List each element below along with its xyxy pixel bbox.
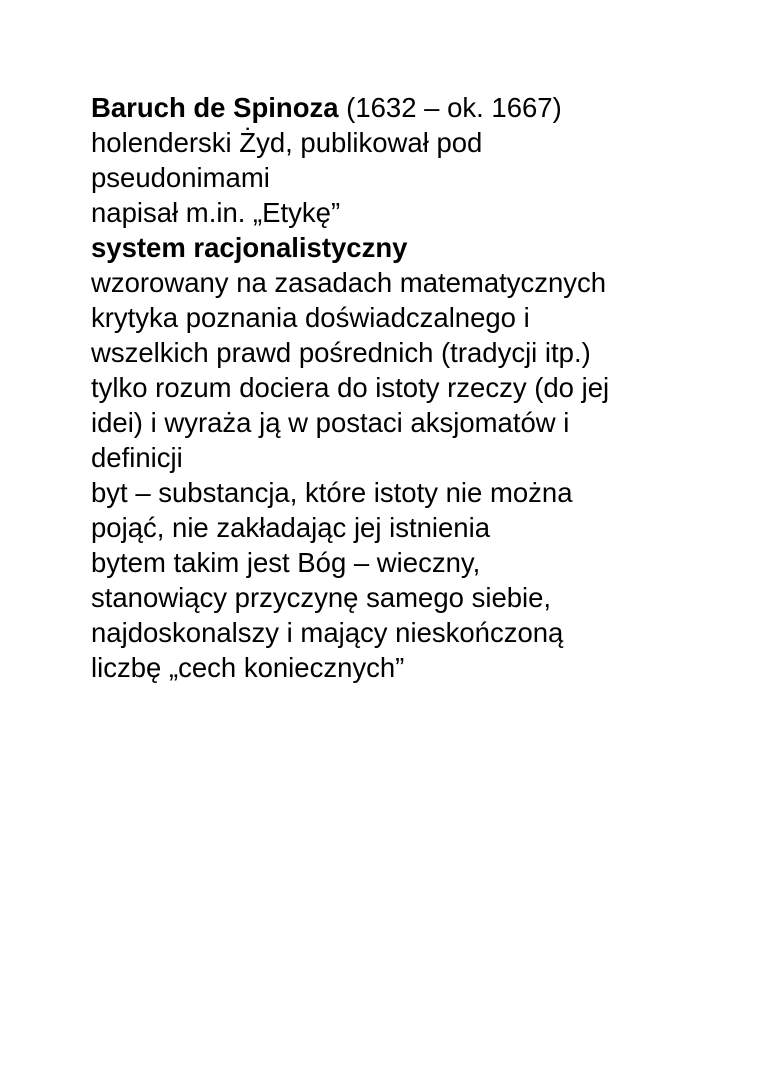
body-line: najdoskonalszy i mający nieskończoną — [91, 617, 564, 648]
body-line: liczbę „cech koniecznych” — [91, 652, 405, 683]
author-name: Baruch de Spinoza — [91, 92, 339, 123]
text-block — [91, 90, 711, 685]
body-line: byt – substancja, które istoty nie można — [91, 477, 573, 508]
intro-line: napisał m.in. „Etykę” — [91, 197, 341, 228]
body-line: bytem takim jest Bóg – wieczny, — [91, 547, 481, 578]
title-line — [91, 90, 711, 125]
body-line: idei) i wyraża ją w postaci aksjomatów i — [91, 407, 570, 438]
body-line: krytyka poznania doświadczalnego i — [91, 302, 530, 333]
body-line: pojąć, nie zakładając jej istnienia — [91, 512, 490, 543]
body-line: tylko rozum dociera do istoty rzeczy (do jej — [91, 372, 610, 403]
section-heading: system racjonalistyczny — [91, 232, 408, 263]
author-dates: (1632 – ok. 1667) — [338, 92, 562, 123]
body-line: wzorowany na zasadach matematycznych — [91, 267, 607, 298]
intro-line: pseudonimami — [91, 162, 270, 193]
body-line: wszelkich prawd pośrednich (tradycji itp.) — [91, 337, 591, 368]
body-line: definicji — [91, 442, 183, 473]
intro-line: holenderski Żyd, publikował pod — [91, 127, 483, 158]
body-line: stanowiący przyczynę samego siebie, — [91, 582, 552, 613]
